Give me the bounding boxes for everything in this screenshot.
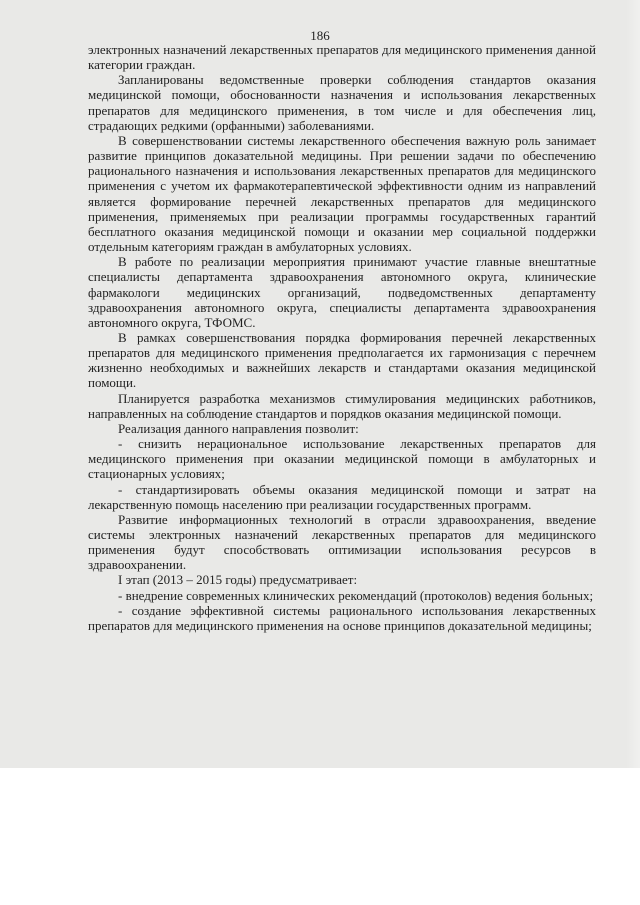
list-item: - создание эффективной системы рационального использования лекарственных препаратов для медицинского применения на основе принципов доказательной медицины;: [88, 602, 596, 633]
paragraph: I этап (2013 – 2015 годы) предусматривает:: [118, 572, 358, 588]
paragraph: Запланированы ведомственные проверки соблюдения стандартов оказания медицинской помощи, обоснованности назначения и использования лекарственных препаратов для медицинского применения, в том числе и для обеспечения лиц, страдающих редкими (орфанными) заболеваниями.: [88, 72, 596, 133]
paragraph: В работе по реализации мероприятия принимают участие главные внештатные специалисты департамента здравоохранения автономного округа, клинические фармакологи медицинских организаций, подведомственных департаменту здравоохранения автономного округа, специалисты департамента здравоохранения автономного округа, ТФОМС.: [88, 254, 596, 330]
list-item: - снизить нерациональное использование лекарственных препаратов для медицинского применения при оказании медицинской помощи в амбулаторных и стационарных условиях;: [88, 436, 596, 482]
list-item: - стандартизировать объемы оказания медицинской помощи и затрат на лекарственную помощь населению при реализации государственных программ.: [88, 481, 596, 512]
body-text: [88, 42, 596, 633]
paragraph: электронных назначений лекарственных препаратов для медицинского применения данной категории граждан.: [88, 42, 596, 73]
paragraph: Реализация данного направления позволит:: [118, 420, 359, 436]
paragraph: В рамках совершенствования порядка формирования перечней лекарственных препаратов для медицинского применения предполагается их гармонизация с перечнем жизненно необходимых и важнейших лекарств и стандартами оказания медицинской помощи.: [88, 329, 596, 391]
page-number: 186: [310, 28, 330, 43]
list-item: - внедрение современных клинических рекомендаций (протоколов) ведения больных;: [118, 587, 594, 603]
paragraph: Планируется разработка механизмов стимулирования медицинских работников, направленных на соблюдение стандартов и порядков оказания медицинской помощи.: [88, 390, 596, 421]
paragraph: Развитие информационных технологий в отрасли здравоохранения, введение системы электронных назначений лекарственных препаратов для медицинского применения будут способствовать оптимизации использования ресурсов в здравоохранении.: [88, 511, 596, 573]
blank-margin: [0, 768, 640, 905]
paragraph: В совершенствовании системы лекарственного обеспечения важную роль занимает развитие принципов доказательной медицины. При решении задачи по обеспечению рационального назначения и использования лекарственных препаратов для медицинского применения с учетом их фармакотерапевтической эффективности одним из направлений является формирование перечней лекарственных препаратов для медицинского применения, применяемых при реализации программы государственных гарантий бесплатного оказания медицинской помощи и оказании мер социальной поддержки отдельным категориям граждан в амбулаторных условиях.: [88, 132, 596, 255]
